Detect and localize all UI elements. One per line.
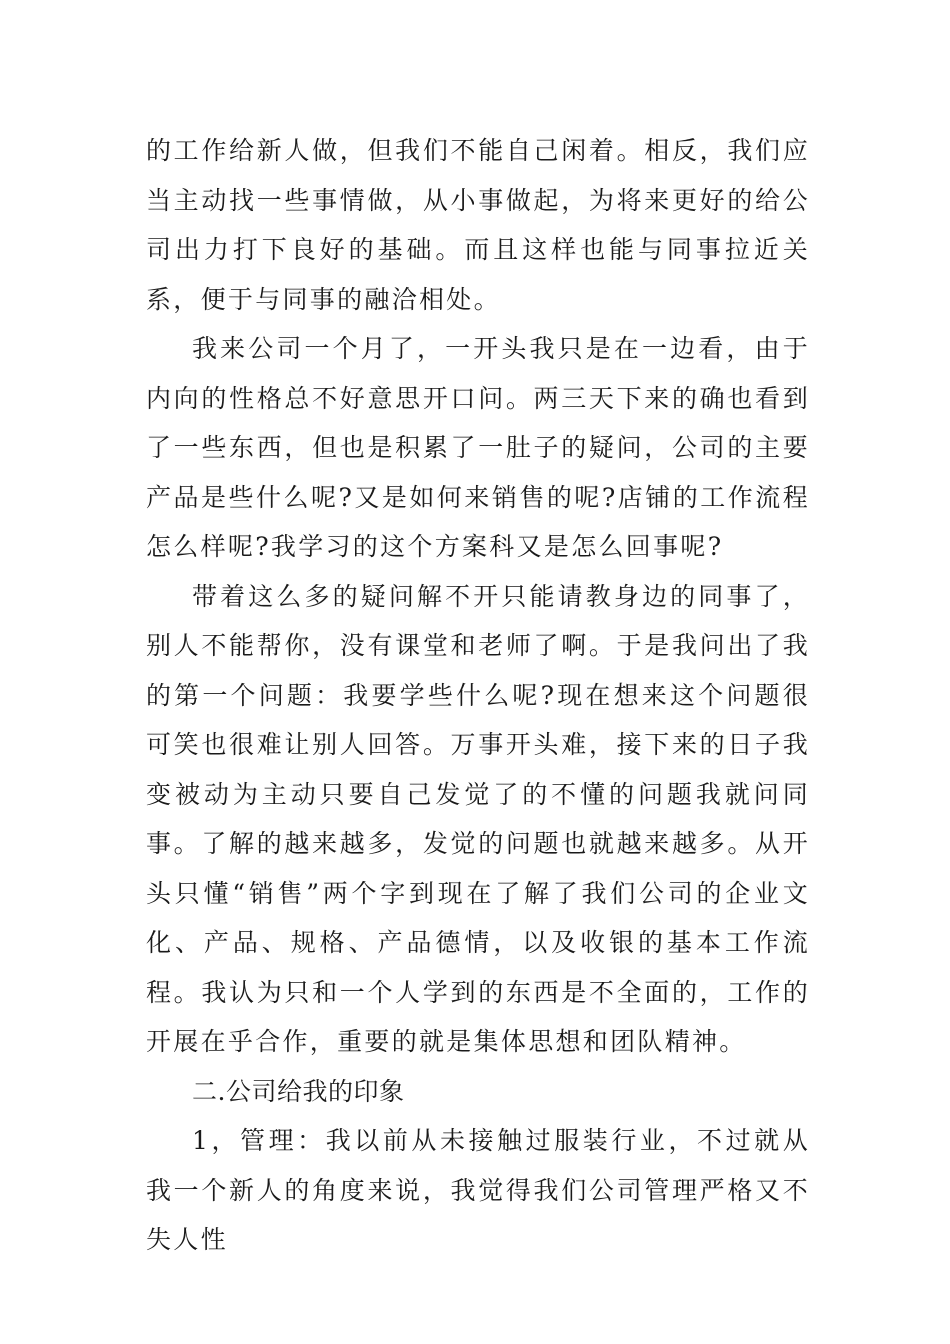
paragraph-continuation: 的工作给新人做，但我们不能自己闲着。相反，我们应当主动找一些事情做，从小事做起，为将来更好的给公司出力打下良好的基础。而且这样也能与同事拉近关系，便于与同事的融洽相处。: [146, 136, 810, 314]
paragraph-first-month: 我来公司一个月了，一开头我只是在一边看，由于内向的性格总不好意思开口问。两三天下来的确也看到了一些东西，但也是积累了一肚子的疑问，公司的主要产品是些什么呢?又是如何来销售的呢?店铺的工作流程怎么样呢?我学习的这个方案科又是怎么回事呢?: [146, 334, 810, 561]
paragraph-questions: 带着这么多的疑问解不开只能请教身边的同事了，别人不能帮你，没有课堂和老师了啊。于是我问出了我的第一个问题：我要学些什么呢?现在想来这个问题很可笑也很难让别人回答。万事开头难，接下来的日子我变被动为主动只要自己发觉了的不懂的问题我就问同事。了解的越来越多，发觉的问题也就越来越多。从开头只懂“销售”两个字到现在了解了我们公司的企业文化、产品、规格、产品德情，以及收银的基本工作流程。我认为只和一个人学到的东西是不全面的，工作的开展在乎合作，重要的就是集体思想和团队精神。: [146, 581, 810, 1056]
section-heading-company-impression: 二.公司给我的印象: [192, 1076, 405, 1106]
paragraph-management: 1，管理：我以前从未接触过服装行业，不过就从我一个新人的角度来说，我觉得我们公司管理严格又不失人性: [146, 1126, 810, 1254]
document-body: [146, 126, 810, 1265]
